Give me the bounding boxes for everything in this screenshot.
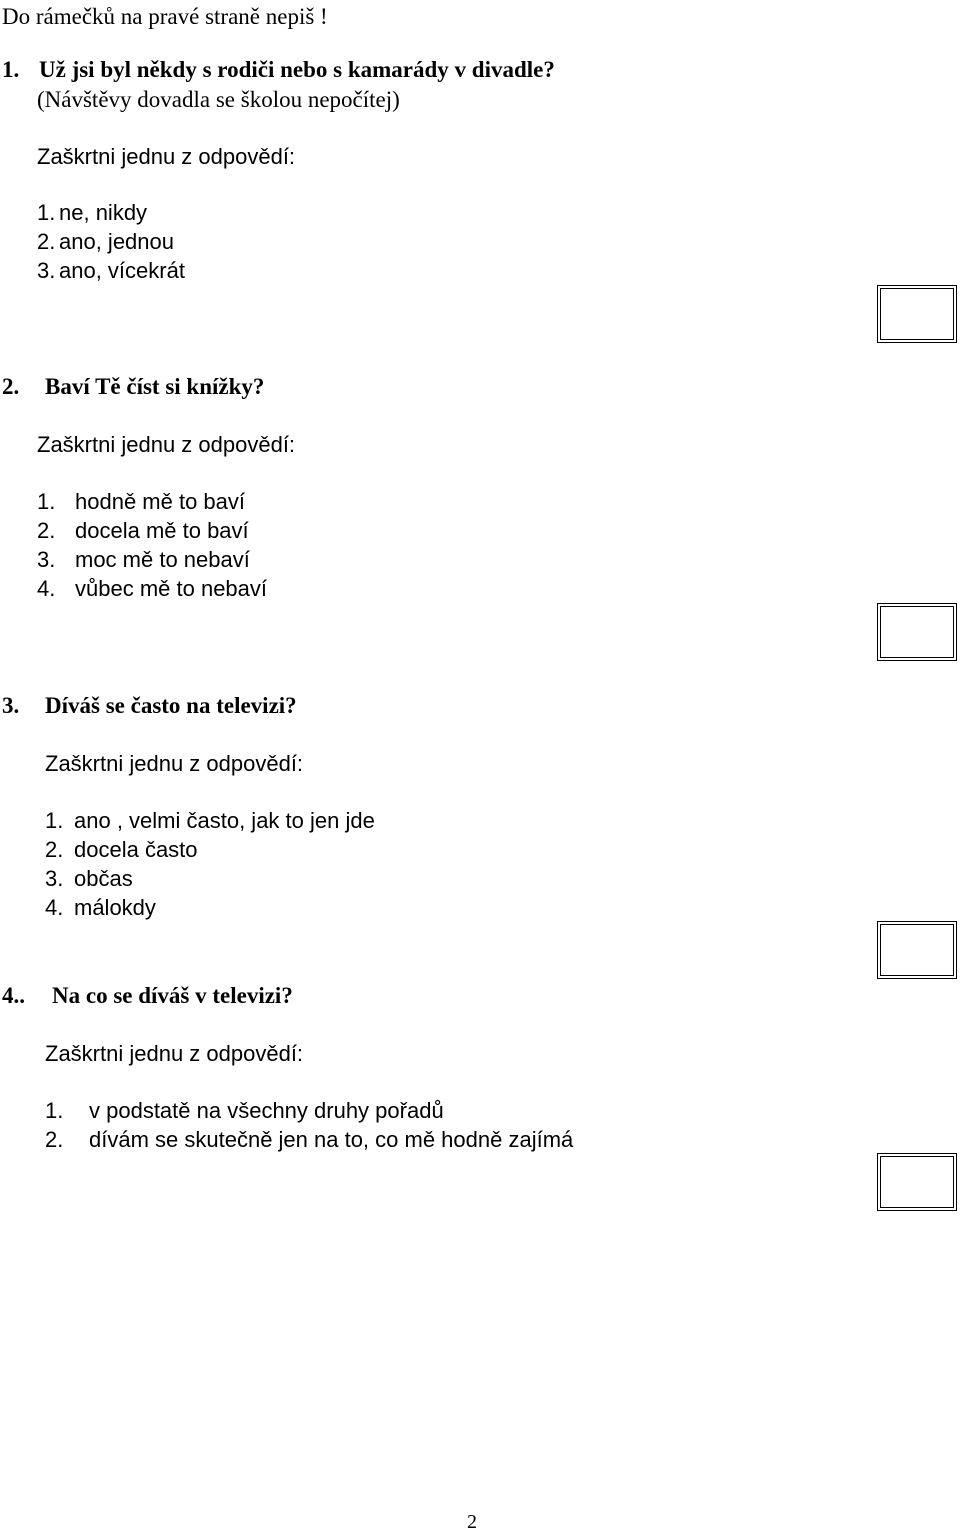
question-2-text: Baví Tě číst si knížky? bbox=[45, 374, 265, 399]
question-3-option-2: 2. docela často bbox=[45, 837, 198, 862]
question-2-option-4: 4. vůbec mě to nebaví bbox=[37, 576, 268, 601]
question-4-answer-box bbox=[877, 1153, 957, 1211]
question-1-note: (Návštěvy dovadla se školou nepočítej) bbox=[37, 87, 400, 112]
question-4-number: 4.. bbox=[2, 983, 25, 1008]
question-1-option-1: 1. ne, nikdy bbox=[37, 200, 148, 225]
question-4-text: Na co se díváš v televizi? bbox=[52, 983, 293, 1008]
question-4-option-2: 2. dívám se skutečně jen na to, co mě hodně zajímá bbox=[45, 1127, 574, 1152]
question-2-instruction: Zaškrtni jednu z odpovědí: bbox=[37, 432, 296, 457]
question-3-number: 3. bbox=[2, 693, 20, 718]
question-3-option-1: 1. ano , velmi často, jak to jen jde bbox=[45, 808, 375, 833]
question-4-option-1: 1. v podstatě na všechny druhy pořadů bbox=[45, 1098, 444, 1123]
question-2-answer-box bbox=[877, 603, 957, 661]
intro-note: Do rámečků na pravé straně nepiš ! bbox=[2, 4, 328, 29]
question-1-option-2: 2. ano, jednou bbox=[37, 229, 174, 254]
question-2-option-1: 1. hodně mě to baví bbox=[37, 489, 246, 514]
question-1-answer-box bbox=[877, 285, 957, 343]
page-number: 2 bbox=[467, 1511, 477, 1533]
question-4-instruction: Zaškrtni jednu z odpovědí: bbox=[45, 1041, 304, 1066]
question-3-text: Díváš se často na televizi? bbox=[45, 693, 297, 718]
question-1-instruction: Zaškrtni jednu z odpovědí: bbox=[37, 144, 296, 169]
question-1-number: 1. bbox=[2, 57, 20, 82]
question-3-option-3: 3. občas bbox=[45, 866, 133, 891]
question-1-text: Už jsi byl někdy s rodiči nebo s kamarády v divadle? bbox=[39, 57, 555, 82]
question-3-answer-box bbox=[877, 921, 957, 979]
question-2-number: 2. bbox=[2, 374, 20, 399]
question-3-option-4: 4. málokdy bbox=[45, 895, 156, 920]
question-3-instruction: Zaškrtni jednu z odpovědí: bbox=[45, 751, 304, 776]
question-1-option-3: 3. ano, vícekrát bbox=[37, 258, 185, 283]
question-2-option-2: 2. docela mě to baví bbox=[37, 518, 249, 543]
question-2-option-3: 3. moc mě to nebaví bbox=[37, 547, 250, 572]
